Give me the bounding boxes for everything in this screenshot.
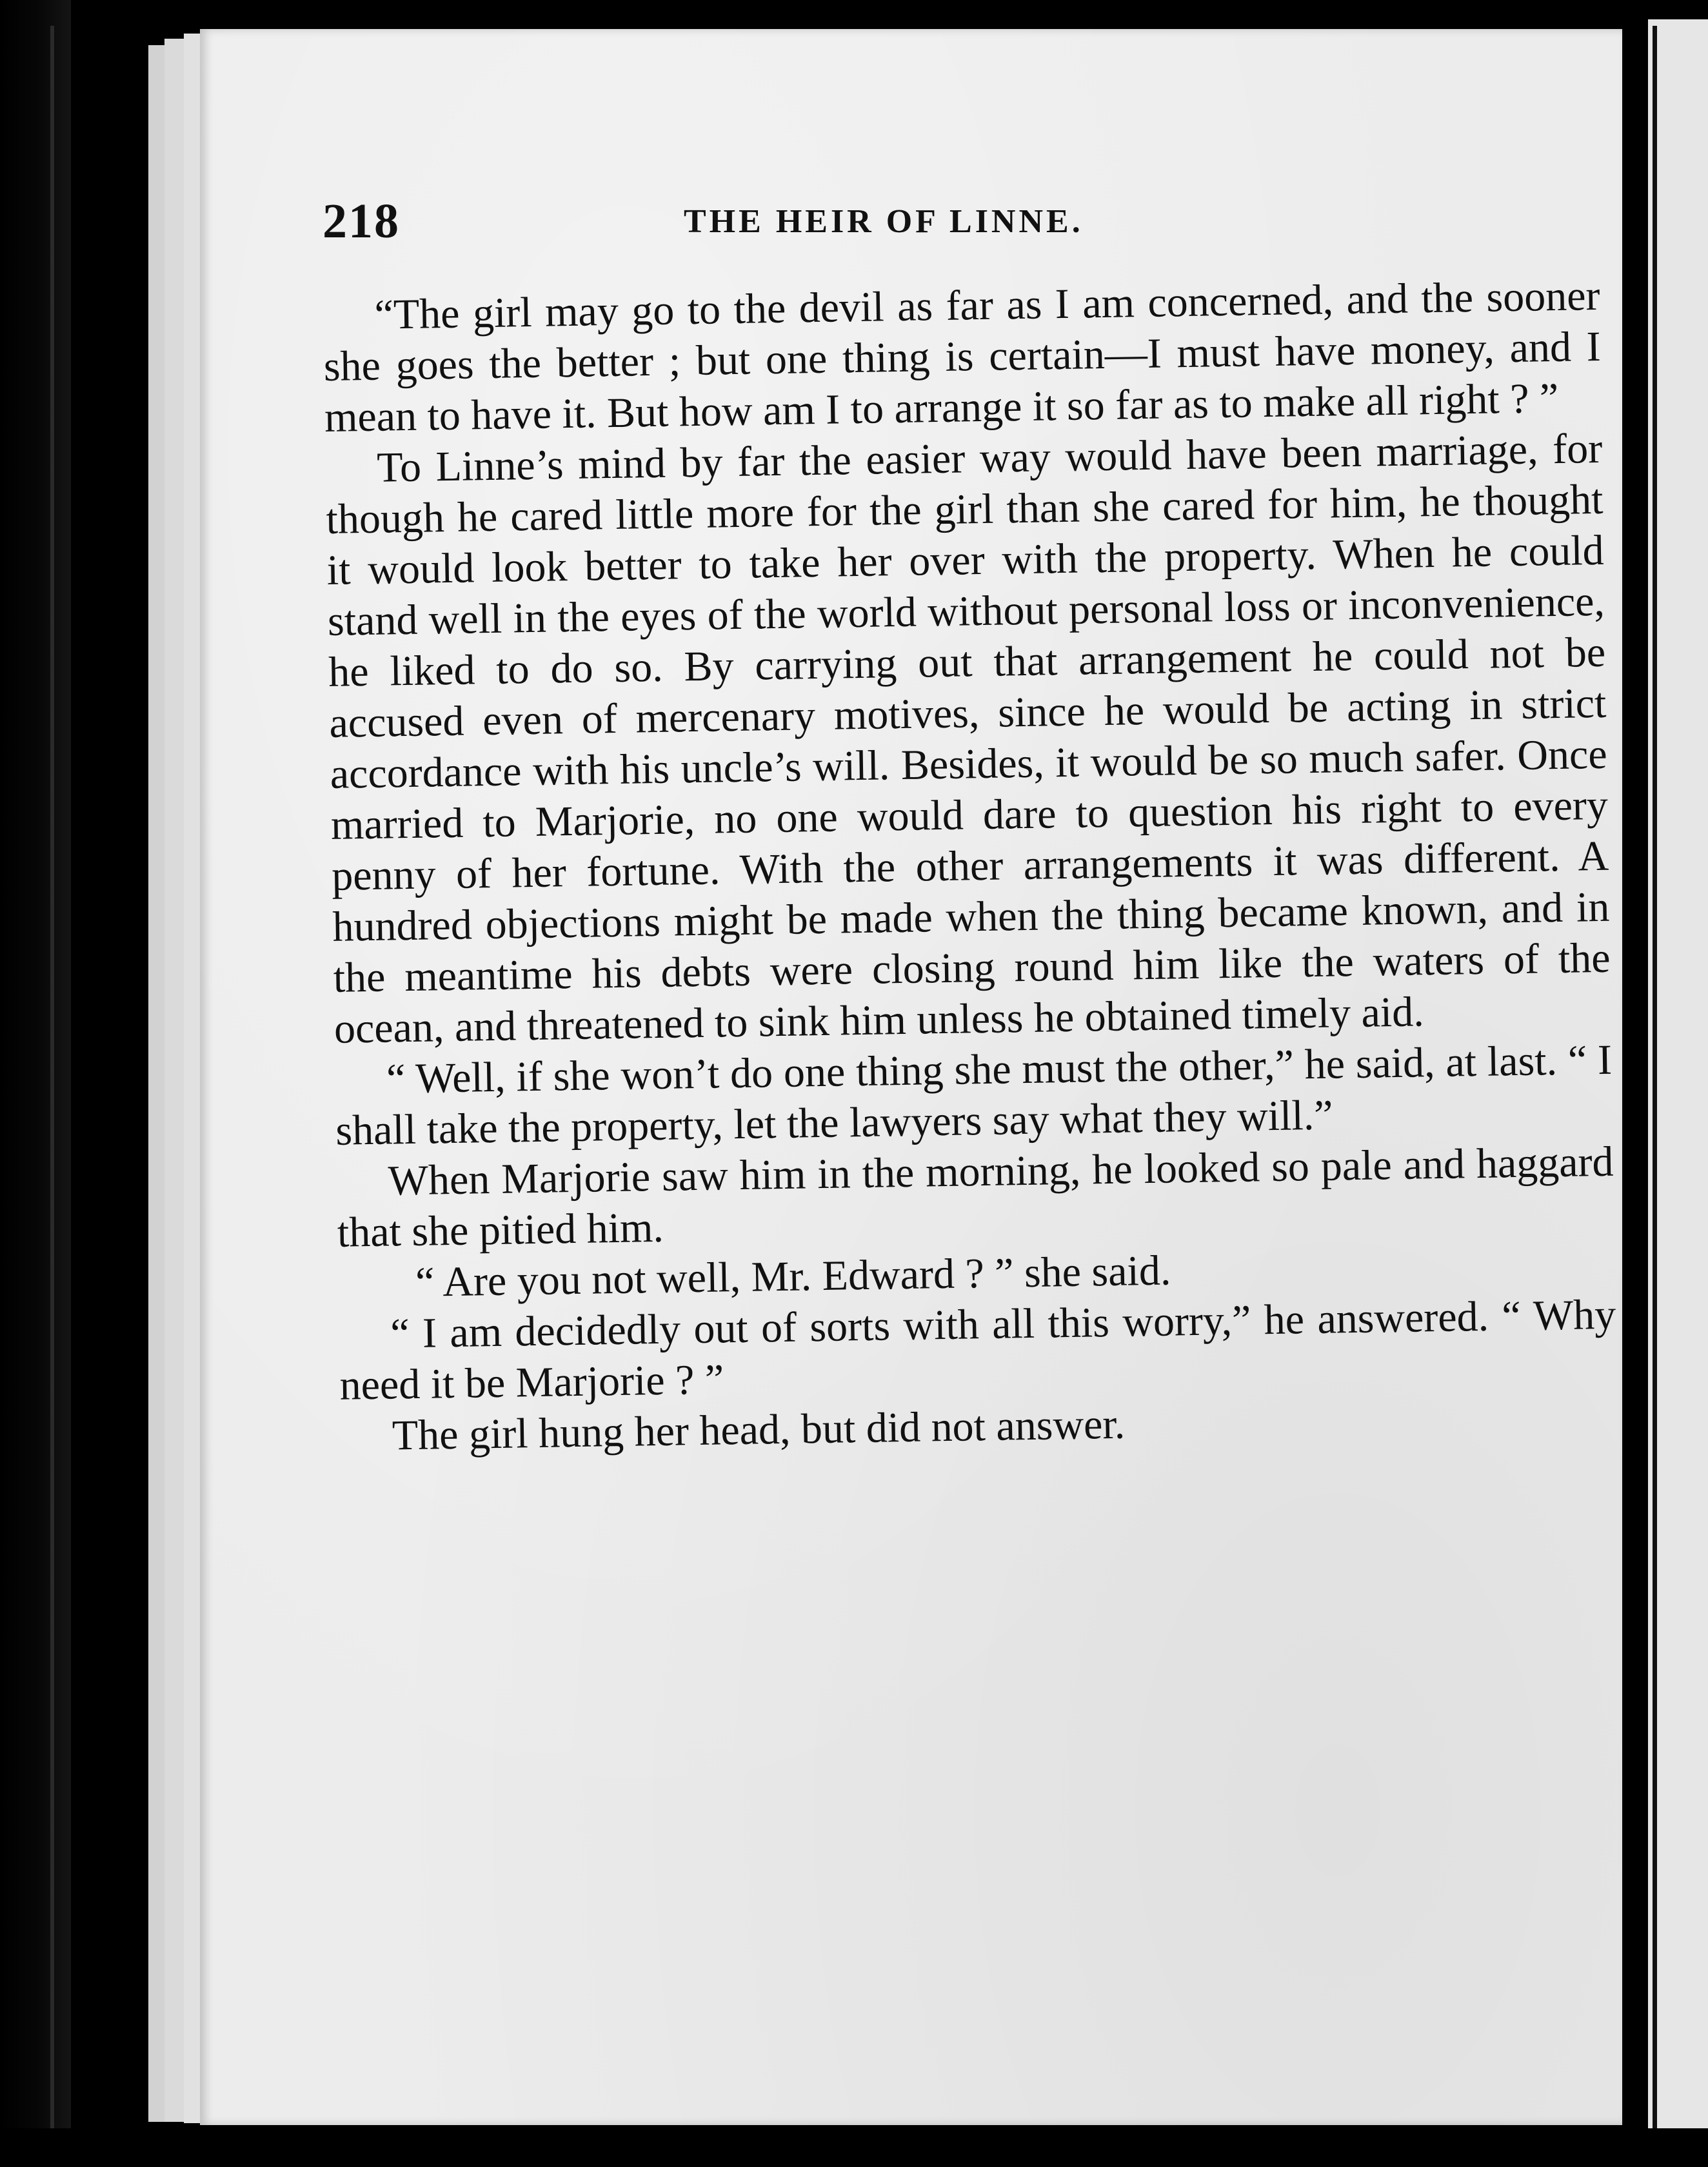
paragraph: “ Are you not well, Mr. Edward ? ” she said. — [415, 1247, 1171, 1306]
binding-edge — [50, 26, 54, 2141]
scan-border — [0, 2128, 1708, 2167]
paragraph: To Linne’s mind by far the easier way would have been marriage, for though he cared little more for the girl than she cared for him, he thought it would look better to take her over with the property. When he could stand well in the eyes of the world without personal loss or inconvenience, he liked to do so. By carrying out that arrangement he could not be accused even of mercenary motives, since he would be acting in strict accordance with his uncle’s will. Besides, it would be so much safer. Once married to Marjorie, no one would dare to question his right to every penny of her fortune. With the other arrangements it was different. A hundred objections might be made when the thing became known, and in the meantime his debts were closing round him like the waters of the ocean, and threatened to sink him unless he obtained timely aid. — [326, 424, 1611, 1053]
body-text — [323, 270, 1618, 1462]
paragraph: When Marjorie saw him in the morning, he looked so pale and haggard that she pitied him. — [337, 1138, 1614, 1256]
running-title: THE HEIR OF LINNE. — [684, 203, 1084, 240]
book-binding — [0, 0, 71, 2167]
page-number: 218 — [323, 194, 400, 248]
facing-page-rule — [1653, 26, 1657, 2141]
paragraph: “The girl may go to the devil as far as I am concerned, and the sooner she goes the better ; but one thing is certain—I must have money, and I mean to have it. But how am I to arrange it so far as to make all right ? ” — [323, 272, 1602, 441]
gutter — [1622, 0, 1648, 2167]
book-page — [200, 29, 1622, 2125]
paragraph: “ I am decidedly out of sorts with all this worry,” he answered. “ Why need it be Marjorie ? ” — [339, 1291, 1616, 1409]
paragraph: “ Well, if she won’t do one thing she must the other,” he said, at last. “ I shall take the property, let the lawyers say what they will.” — [335, 1036, 1613, 1154]
page-header — [323, 193, 1548, 258]
paragraph: The girl hung her head, but did not answer. — [392, 1400, 1126, 1460]
